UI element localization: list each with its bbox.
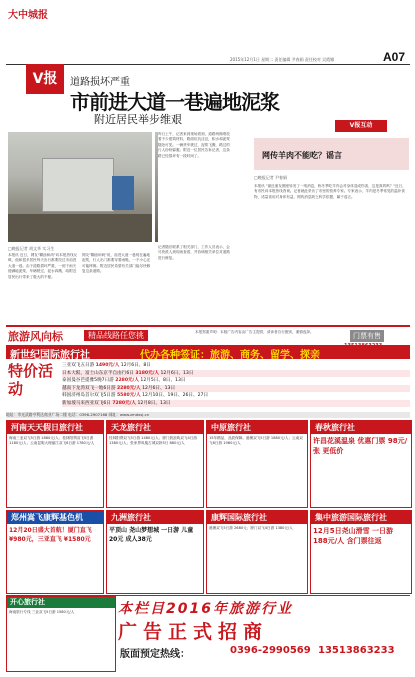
hotline-label: 版面预定热线：: [120, 649, 190, 660]
route-row: 新加坡马来西亚双飞6日 7280元/人 12月8日、13日: [62, 400, 410, 408]
article-photo-truck: [8, 132, 152, 242]
footer-rule: [6, 595, 410, 596]
sidebar-headline-box: [254, 138, 409, 170]
agency-address-strip: 地址：市光武路亨利达商业广场二楼 电话：0396-2907168 网址：www.zmdxsj.cn: [6, 412, 410, 418]
section-badge: V报: [26, 64, 64, 94]
article-body-col2: 网友"糊涂和尚"说，前进大道一巷现在遍地泥浆，行人出门都要穿着雨鞋，一不小心还可能摔倒。附近居民希望有关部门能尽快修复这条道路。: [82, 253, 151, 274]
ad-box-title: 九洲旅行社: [107, 511, 203, 524]
article-body-col3: 昨日上午，记者来到现场看到，道路两侧堆放着不少建筑材料，路面坑坑洼洼，积水和泥浆随处可见。一辆货车驶过，泥浆飞溅，路过的行人纷纷躲避。附近一位居民告诉记者，这条路已经损坏有一段时间了。: [158, 132, 230, 322]
ad-section-rule: [6, 325, 410, 327]
truck-cab-shape: [112, 176, 134, 210]
ad-disclaimer: 本报郑重声明：本版广告内容由广告主提供，请读者自行甄别，谨慎选择。: [195, 330, 314, 334]
ad-box-body: 12月20日盛大首航！厦门直飞 ¥980元，三亚直飞 ¥1580元: [9, 527, 92, 543]
page-number: A07: [383, 50, 406, 64]
agency-name: 新世纪国际旅行社: [10, 350, 90, 361]
ad-box-body: 平顶山 尧山梦想城 一日游 儿童20元 成人38元: [109, 527, 194, 543]
ad-box: [310, 420, 412, 508]
ad-box-body: 许昌花溪温泉 优惠门票 98元/张 更低价: [313, 437, 408, 455]
ad-box: [206, 510, 308, 594]
route-row: 三亚双飞五日游 1490元/人 12月6日、8日: [62, 363, 151, 368]
route-table: [62, 362, 410, 407]
ad-box: [106, 510, 204, 594]
ad-box-title: 开心旅行社: [7, 597, 115, 608]
sidebar-byline: □晚报记者 尹春娟: [254, 175, 288, 180]
sidebar-headline: 网传羊肉不能吃？谣言: [262, 151, 342, 160]
ad-box-title: 集中旅游国际旅行社: [311, 511, 411, 524]
article-headline: 市前进大道一巷遍地泥浆: [70, 90, 279, 114]
ad-box-body: 海南三亚双飞5日游 1880元/人；桂林阳朔双飞5日游 1180元/人；云南昆明大理丽江双飞6日游 1780元/人: [9, 436, 95, 446]
ad-box-title: 康辉国际旅行社: [207, 511, 307, 524]
recruit-notice-line1: 本栏目2016年旅游行业: [118, 601, 293, 617]
newspaper-logo: 大中城报: [8, 10, 48, 21]
ad-column-subtitle: 精品线路任您挑: [84, 330, 148, 341]
sidebar-tag: V报互动: [335, 120, 387, 132]
truck-shape: [42, 158, 114, 212]
article-kicker: 道路损坏严重: [70, 77, 130, 88]
muddy-road-shape: [8, 214, 152, 242]
ad-box-title: 春秋旅行社: [311, 421, 411, 434]
header-rule: [6, 64, 410, 65]
hotline-phone-2: 13513863233: [318, 645, 395, 656]
route-row: 日本大阪、富士山东京半自由行6日 3180元/人 12月6日、13日: [62, 370, 410, 378]
article-body-col1: 本报讯 近日，网友"糊涂和尚"向本报热线反映，他和很多居民每天出行都要经过市前进大道一巷。由于道路损坏严重，一到下雨天便满地泥浆，车辆驶过，泥水四溅，给附近居民出行带来了极大的不便。: [8, 253, 78, 279]
ad-box-body: 15年精品，品质保障。港澳双飞5日游 1880元/人；云南双飞6日游 1980元/人: [209, 436, 303, 446]
photo-caption: □晚报记者 胡文华 实习生: [8, 246, 55, 251]
ad-box: [6, 510, 104, 594]
special-offer-label: 特价活动: [8, 362, 54, 398]
hotline-phone-1: 0396-2990569: [230, 645, 311, 656]
visa-services: 代办各种签证：旅游、商务、留学、探亲: [140, 350, 320, 361]
ad-box-title: 天龙旅行社: [107, 421, 203, 434]
ad-box-body: 港澳双飞5日游 2680元；厦门双飞4日游 1380元/人: [209, 526, 293, 530]
ad-box-body: 桂林阳朔双飞5日游 1480元/人；厦门鼓浪屿双飞4日游 1380元/人；张家界凤凰古城双卧5日 880元/人: [109, 436, 197, 446]
ad-box-bottom-left: [6, 596, 116, 672]
route-row: 泰国曼谷芭提雅5晚7日游 2280元/人 12月5日、8日、13日: [62, 378, 186, 383]
ad-box-title: 郑州嵩飞康辉基色机: [7, 511, 103, 524]
ad-box-title: 中原旅行社: [207, 421, 307, 434]
dateline: 2015年12月1日 星期二 责任编辑 尹春娟 责任校对 吴霞娜: [230, 57, 335, 62]
article-deck: 附近居民举步维艰: [94, 113, 182, 126]
ad-box: [6, 420, 104, 508]
corner-tag: 门票有售: [350, 330, 384, 342]
sidebar-body: 本报讯 "最近朋友圈里转发了一则消息，称冬季吃羊肉会对身体造成伤害，这是真的吗？"近日，有市民向本报热线咨询。记者就此采访了市里的营养专家。专家表示，羊肉是冬季常见的温补食物，适量食用对身体有益，网传消息缺乏科学依据，属于谣言。: [254, 184, 406, 199]
ad-box-body: 12月5日尧山滑雪 一日游 188元/人 含门票往返: [313, 527, 394, 545]
ad-box: [310, 510, 412, 594]
recruit-notice-line2: 广告正式招商: [118, 621, 269, 643]
route-row: 韩国济州岛首尔双飞5日游 5580元/人 12月10日、19日、26日、27日: [62, 393, 209, 398]
ad-column-title: 旅游风向标: [8, 330, 63, 343]
route-row: 越南下龙湾双飞一地6日游 2280元/人 12月6日、13日: [62, 385, 410, 393]
ad-box: [106, 420, 204, 508]
article-body-col4: 记者随后联系了相关部门，工作人员表示，会尽快派人到现场查看，并协调相关单位对道路进行修复。: [158, 245, 230, 260]
ad-box-body: 海南旅行专线 三亚双飞5日游 1580元/人: [9, 610, 75, 614]
ad-box: [206, 420, 308, 508]
ad-box-title: 河南天天假日旅行社: [7, 421, 103, 434]
